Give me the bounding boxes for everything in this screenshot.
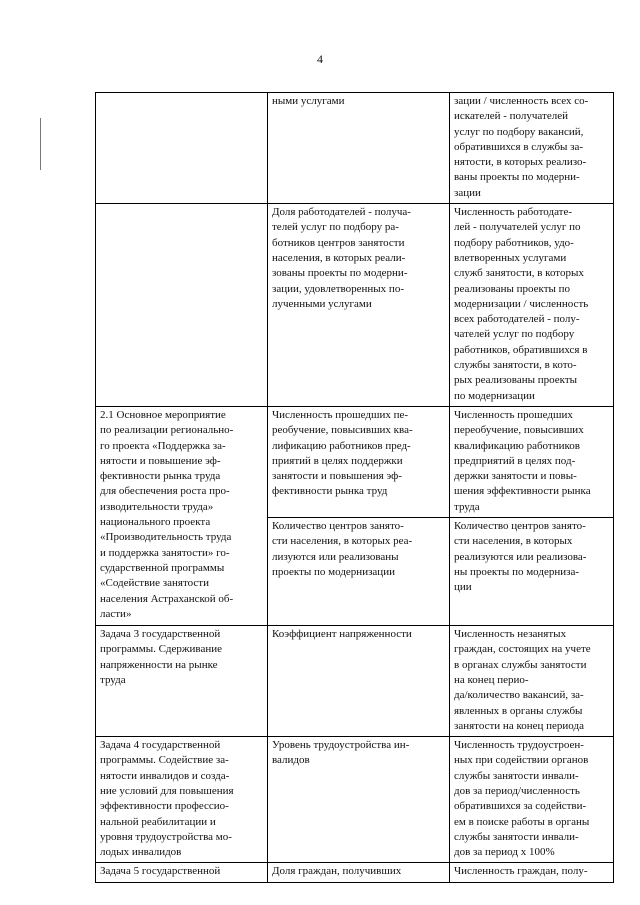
table-cell: Численность работодате- лей - получателей услуг по подбору работников, удо- влетворенных услугами служб занятости, в которых реализованы проекты по модернизации / численность всех работодателей - полу- чателей услуг по подбору работников, обратившихся в службы занятости, в кото- рых реализованы проекты по модернизации xyxy=(450,204,614,407)
page-number: 4 xyxy=(317,52,323,66)
table-cell: Численность прошедших пе- реобучение, повысивших ква- лификацию работников пред- приятий в целях поддержки занятости и повышения эф- фективности рынка труд xyxy=(268,406,450,517)
table-cell: Доля граждан, получивших xyxy=(268,863,450,882)
table-cell: Задача 5 государственной xyxy=(96,863,268,882)
table-row xyxy=(96,863,614,882)
table-cell: Задача 4 государственной программы. Содействие за- нятости инвалидов и созда- ние условий для повышения эффективности профессио- нальной реабилитации и уровня трудоустройства мо- лодых инвалидов xyxy=(96,737,268,863)
margin-mark xyxy=(40,118,41,170)
table-row xyxy=(96,406,614,517)
table-cell: Уровень трудоустройства ин- валидов xyxy=(268,737,450,863)
table-cell: Численность трудоустроен- ных при содействии органов службы занятости инвали- дов за период/численность обратившихся за содействи- ем в поиске работы в органы службы занятости инвали- дов за период x 100% xyxy=(450,737,614,863)
table-row xyxy=(96,204,614,407)
table-cell: Коэффициент напряженности xyxy=(268,626,450,737)
table-cell: Численность незанятых граждан, состоящих на учете в органах службы занятости на конец перио- да/количество вакансий, за- явленных в органы службы занятости на конец периода xyxy=(450,626,614,737)
table-cell: ными услугами xyxy=(268,93,450,204)
table-cell: Численность граждан, полу- xyxy=(450,863,614,882)
table-row xyxy=(96,93,614,204)
table-cell: зации / численность всех со- искателей - получателей услуг по подбору вакансий, обратившихся в службы за- нятости, в которых реализо- ваны проекты по модерни- зации xyxy=(450,93,614,204)
table-cell xyxy=(96,204,268,407)
table-cell: Численность прошедших переобучение, повысивших квалификацию работников предприятий в целях под- держки занятости и повы- шения эффективности рынка труда xyxy=(450,406,614,517)
table-row xyxy=(96,626,614,737)
table-cell: Доля работодателей - получа- телей услуг по подбору ра- ботников центров занятости населения, в которых реали- зованы проекты по модерни- зации, удовлетворенных по- лученными услугами xyxy=(268,204,450,407)
table-cell: Количество центров занято- сти населения, в которых реализуются или реализова- ны проекты по модерниза- ции xyxy=(450,518,614,626)
table-cell xyxy=(96,93,268,204)
table-cell: 2.1 Основное мероприятие по реализации регионально- го проекта «Поддержка за- нятости и повышение эф- фективности рынка труда для обеспечения роста про- изводительности труда» национального проекта «Производительность труда и поддержка занятости» го- сударственной программы «Содействие занятости населения Астраханской об- ласти» xyxy=(96,406,268,625)
table-row xyxy=(96,737,614,863)
table-cell: Задача 3 государственной программы. Сдерживание напряженности на рынке труда xyxy=(96,626,268,737)
indicators-table xyxy=(95,92,614,883)
table-cell: Количество центров занято- сти населения, в которых реа- лизуются или реализованы проекты по модернизации xyxy=(268,518,450,626)
